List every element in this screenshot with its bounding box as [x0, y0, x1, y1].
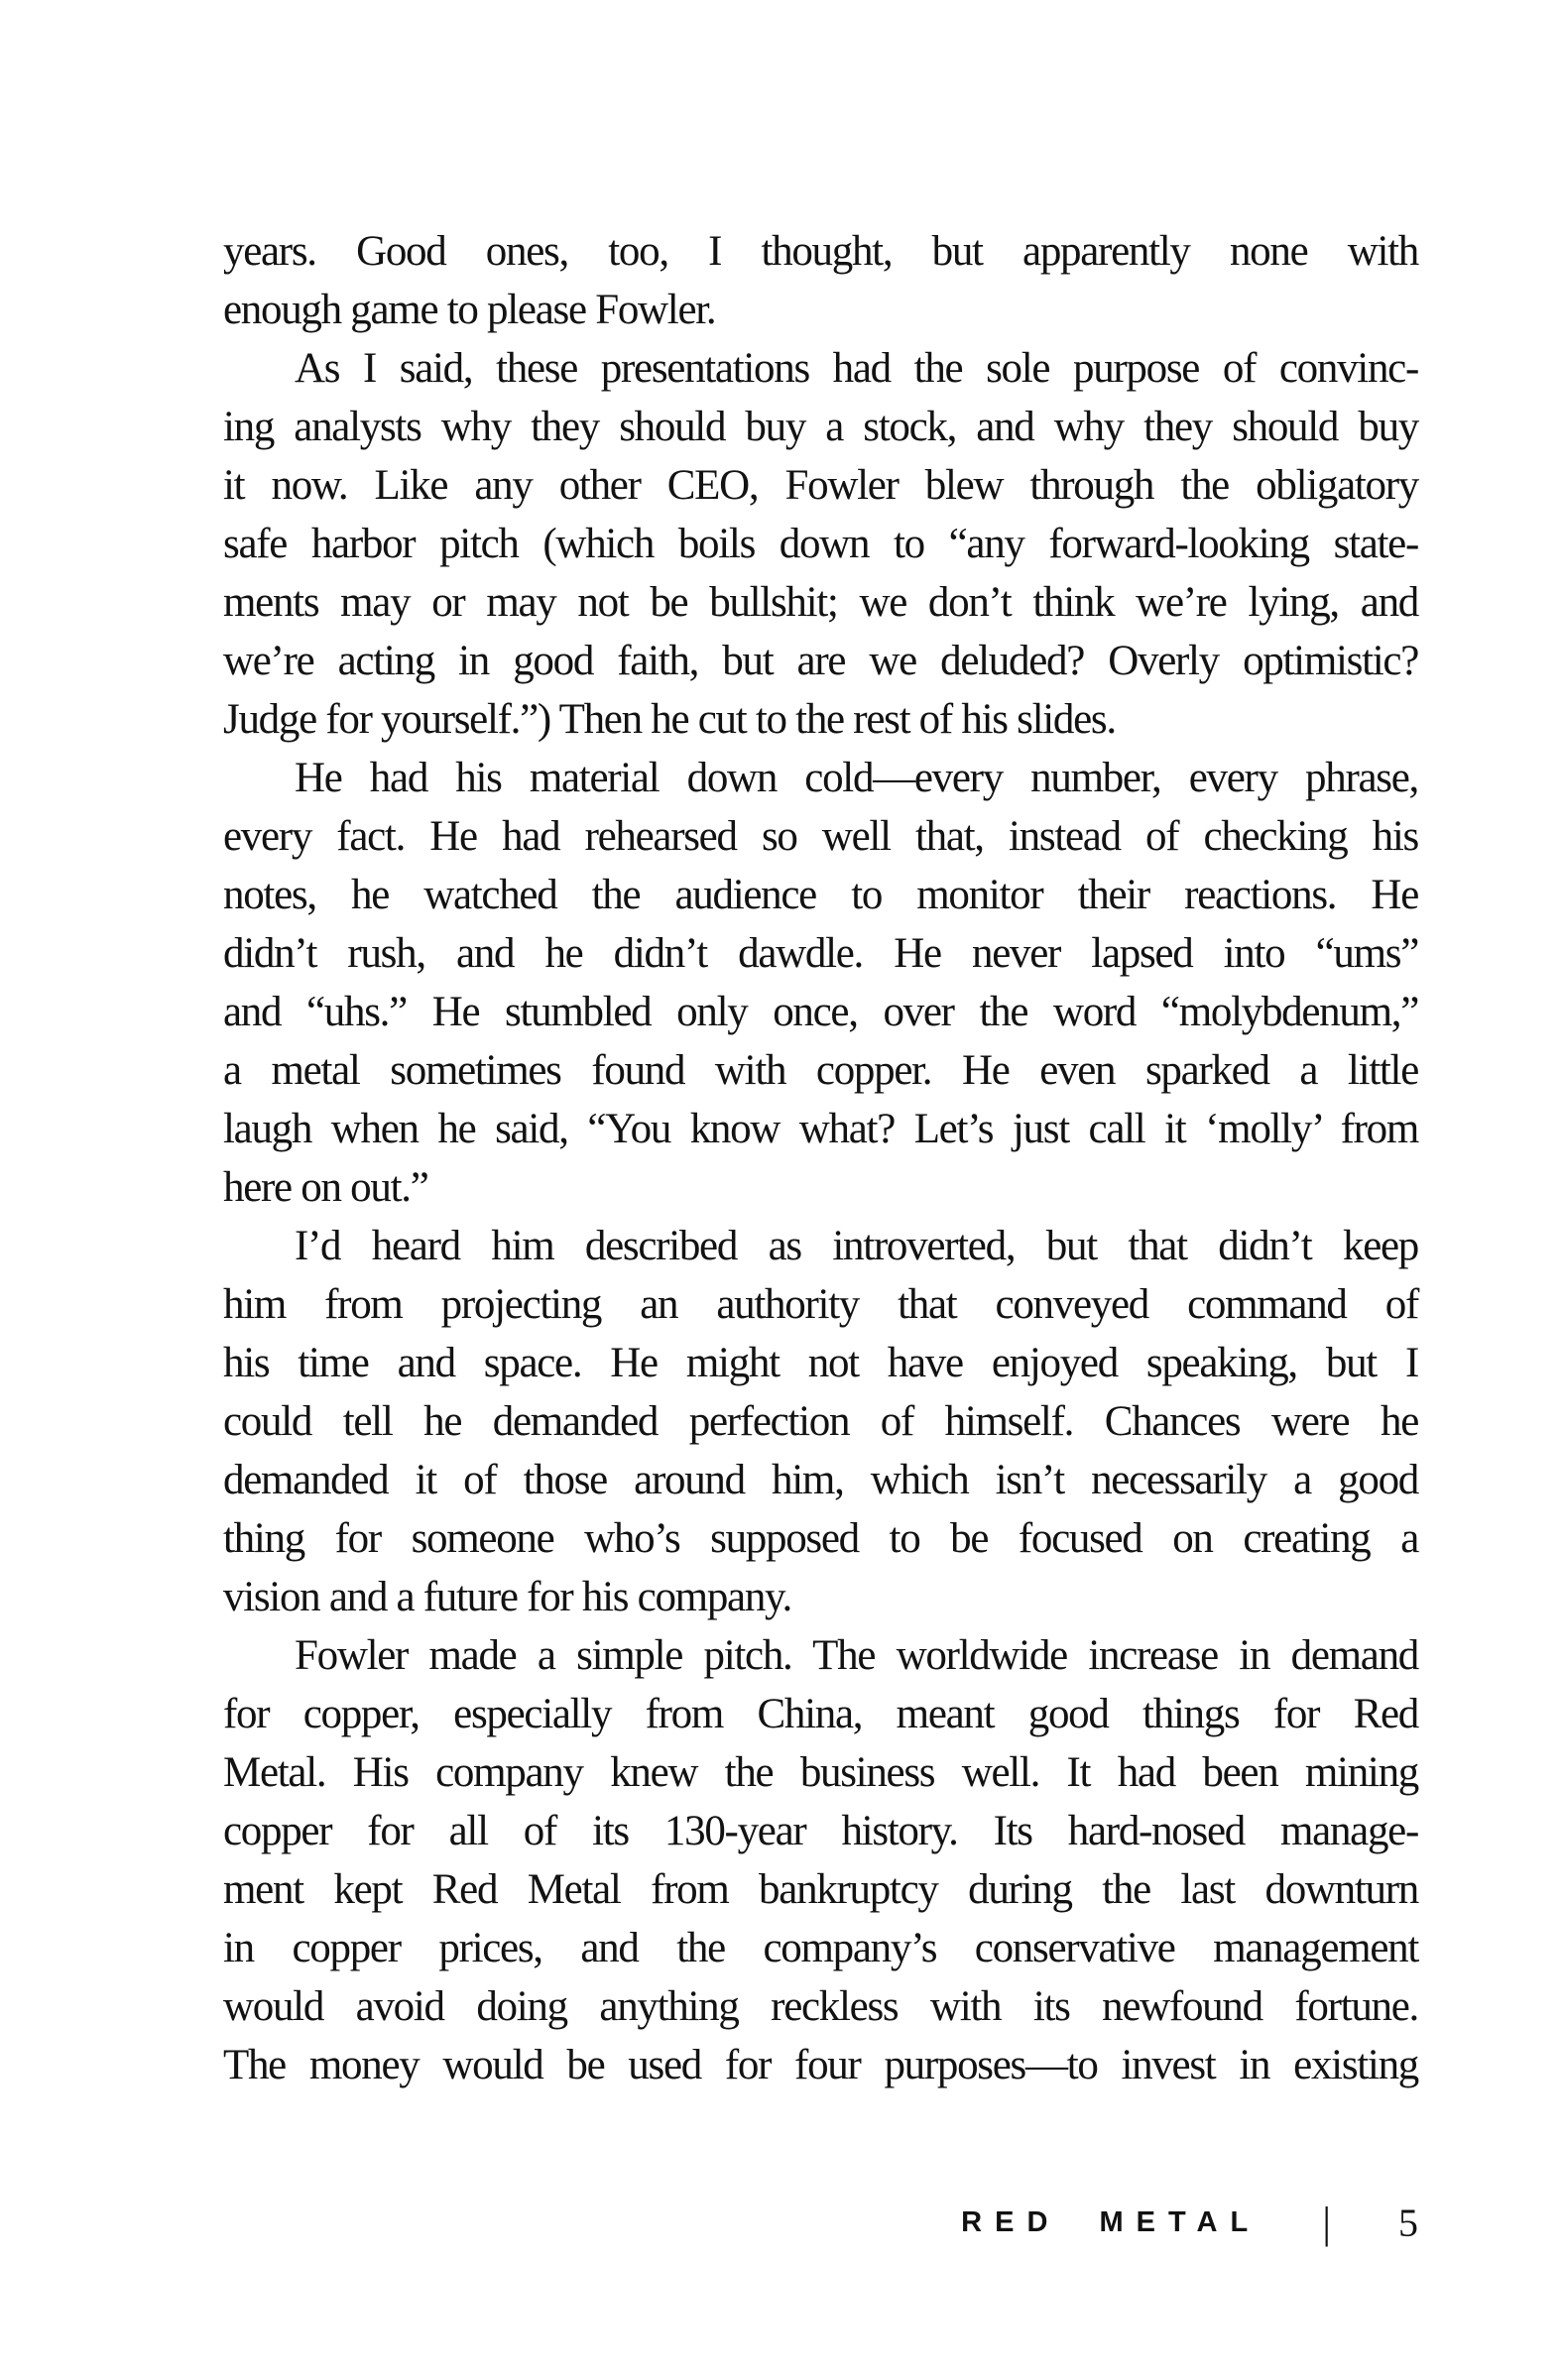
page-number: 5 — [1398, 2200, 1418, 2245]
text-line: Judge for yourself.”) Then he cut to the rest of his slides. — [223, 696, 1116, 743]
text-line: him from projecting an authority that conveyed command of — [223, 1281, 1418, 1328]
paragraph — [223, 222, 1418, 339]
text-line: we’re acting in good faith, but are we deluded? Overly optimistic? — [223, 638, 1418, 684]
text-line: here on out.” — [223, 1164, 428, 1211]
text-line: copper for all of its 130-year history. Its hard-nosed manage- — [223, 1808, 1418, 1854]
page-text — [223, 222, 1418, 2094]
text-line: Metal. His company knew the business well. It had been mining — [223, 1749, 1418, 1796]
text-line: laugh when he said, “You know what? Let’s just call it ‘molly’ from — [223, 1106, 1418, 1152]
text-line: would avoid doing anything reckless with its newfound fortune. — [223, 1983, 1418, 2030]
text-line: demanded it of those around him, which isn’t necessarily a good — [223, 1457, 1418, 1503]
text-line: The money would be used for four purposes—to invest in existing — [223, 2042, 1418, 2088]
text-line: for copper, especially from China, meant good things for Red — [223, 1691, 1418, 1737]
text-line: it now. Like any other CEO, Fowler blew through the obligatory — [223, 462, 1418, 509]
text-line: could tell he demanded perfection of himself. Chances were he — [223, 1398, 1418, 1445]
text-line: ments may or may not be bullshit; we don’t think we’re lying, and — [223, 579, 1418, 626]
text-line: As I said, these presentations had the sole purpose of convinc- — [295, 345, 1418, 392]
paragraph — [223, 1626, 1418, 2094]
text-line: and “uhs.” He stumbled only once, over the word “molybdenum,” — [223, 989, 1418, 1035]
text-line: I’d heard him described as introverted, but that didn’t keep — [295, 1223, 1418, 1269]
paragraph — [223, 339, 1418, 749]
text-line: Fowler made a simple pitch. The worldwide increase in demand — [295, 1632, 1418, 1679]
running-footer-book-title: RED METAL — [961, 2205, 1262, 2238]
text-line: his time and space. He might not have enjoyed speaking, but I — [223, 1340, 1418, 1386]
text-line: didn’t rush, and he didn’t dawdle. He never lapsed into “ums” — [223, 930, 1418, 977]
text-line: ment kept Red Metal from bankruptcy during the last downturn — [223, 1866, 1418, 1913]
text-line: every fact. He had rehearsed so well that, instead of checking his — [223, 813, 1418, 860]
text-line: ing analysts why they should buy a stock, and why they should buy — [223, 404, 1418, 450]
text-line: in copper prices, and the company’s conservative management — [223, 1925, 1418, 1971]
text-line: He had his material down cold—every number, every phrase, — [295, 755, 1418, 801]
text-line: notes, he watched the audience to monitor their reactions. He — [223, 872, 1418, 918]
text-line: safe harbor pitch (which boils down to “any forward-looking state- — [223, 521, 1418, 567]
text-line: years. Good ones, too, I thought, but apparently none with — [223, 228, 1418, 275]
text-line: vision and a future for his company. — [223, 1574, 791, 1620]
page-footer — [223, 2197, 1418, 2248]
text-line: a metal sometimes found with copper. He even sparked a little — [223, 1047, 1418, 1094]
text-line: thing for someone who’s supposed to be focused on creating a — [223, 1515, 1418, 1562]
footer-separator-bar: | — [1322, 2198, 1331, 2247]
paragraph — [223, 749, 1418, 1217]
text-line: enough game to please Fowler. — [223, 287, 716, 333]
paragraph — [223, 1217, 1418, 1626]
